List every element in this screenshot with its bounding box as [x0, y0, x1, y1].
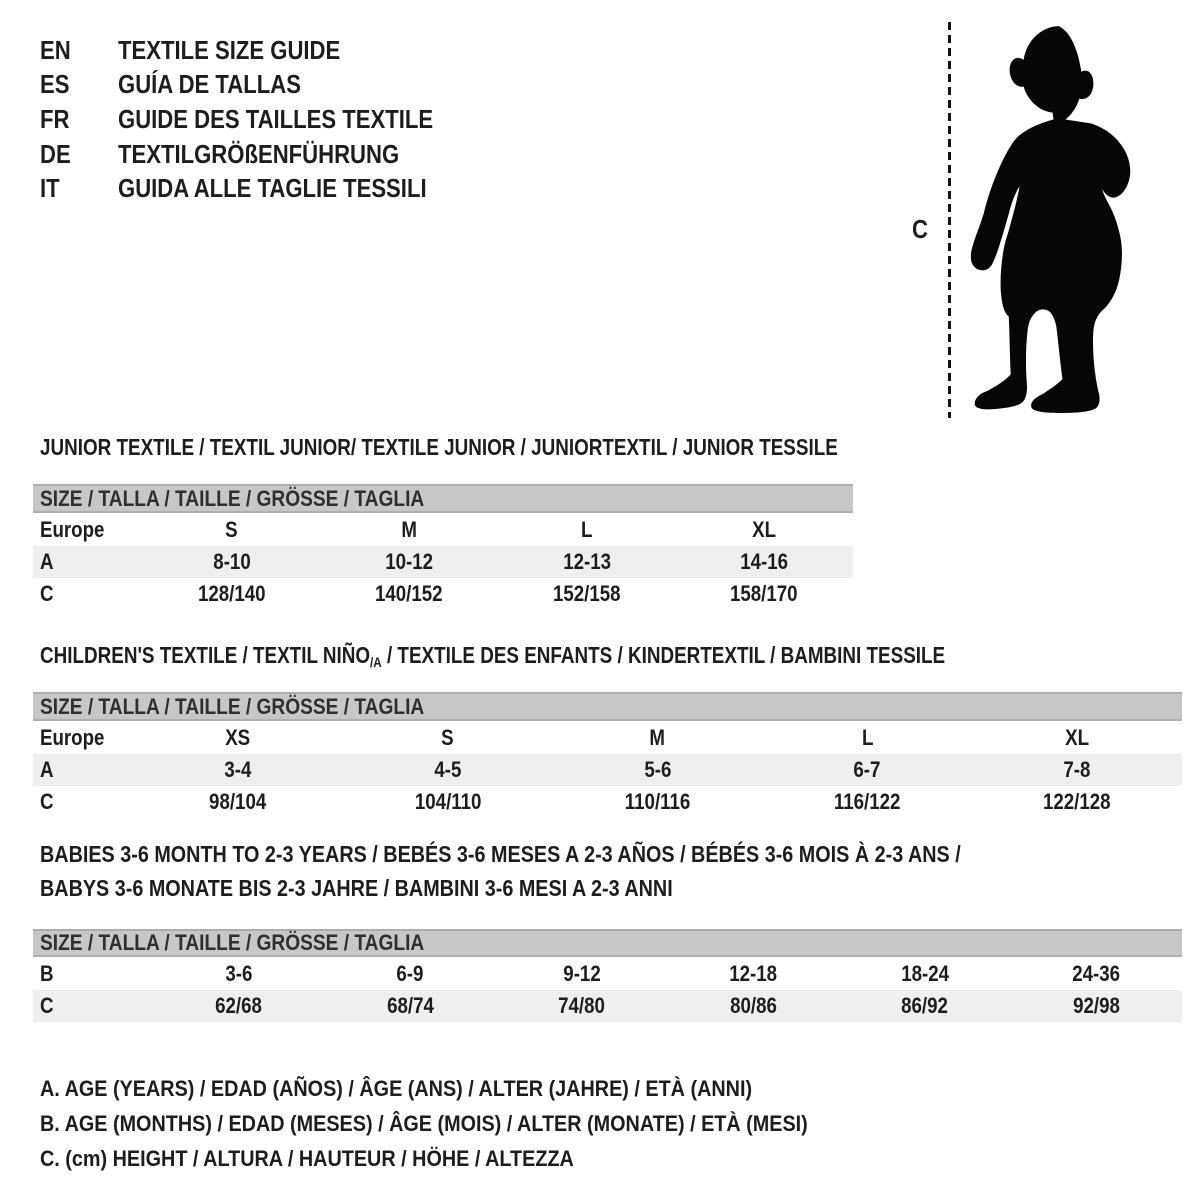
height-measure-dashed-line: [948, 22, 951, 418]
cell-size-l: L: [861, 724, 874, 750]
children-title-suffix-nino-a: /A: [370, 654, 382, 671]
cell-size-xs: XS: [225, 724, 251, 750]
cell-height: 74/80: [558, 993, 606, 1018]
junior-table-title: JUNIOR TEXTILE / TEXTIL JUNIOR/ TEXTILE JUNIOR / JUNIORTEXTIL / JUNIOR TESSILE: [40, 434, 838, 460]
cell-size-m: M: [649, 724, 666, 750]
row-label: Europe: [40, 724, 105, 750]
row-label: C: [40, 993, 54, 1018]
cell-size-m: M: [401, 516, 418, 542]
cell-height: 158/170: [730, 581, 799, 606]
junior-row-height-cm: [33, 578, 853, 610]
legend-height-cm: C. (cm) HEIGHT / ALTURA / HAUTEUR / HÖHE / ALTEZZA: [40, 1145, 574, 1171]
babies-row-age-months: [33, 957, 1182, 990]
children-title-rest: / TEXTILE DES ENFANTS / KINDERTEXTIL / BAMBINI TESSILE: [381, 642, 946, 668]
cell-height: 80/86: [729, 993, 777, 1018]
cell-age: 12-18: [729, 960, 778, 986]
cell-age: 14-16: [740, 549, 789, 574]
cell-age: 4-5: [434, 757, 462, 782]
cell-size-xl: XL: [752, 516, 777, 542]
cell-height: 62/68: [215, 993, 263, 1018]
lang-code-en: EN: [40, 34, 71, 65]
cell-age: 6-7: [853, 757, 881, 782]
cell-age: 8-10: [213, 549, 251, 574]
cell-height: 104/110: [414, 789, 481, 814]
legend-age-months: B. AGE (MONTHS) / EDAD (MESES) / ÂGE (MOIS) / ALTER (MONATE) / ETÀ (MESI): [40, 1110, 808, 1136]
cell-size-xl: XL: [1065, 724, 1090, 750]
babies-table-title-line1: BABIES 3-6 MONTH TO 2-3 YEARS / BEBÉS 3-6 MESES A 2-3 AÑOS / BÉBÉS 3-6 MOIS À 2-3 ANS /: [40, 841, 961, 867]
cell-age: 7-8: [1063, 757, 1091, 782]
junior-size-header-bar: [33, 484, 853, 513]
size-header-label: SIZE / TALLA / TAILLE / GRÖSSE / TAGLIA: [40, 693, 425, 719]
cell-size-l: L: [581, 516, 593, 542]
lang-title-it: GUIDA ALLE TAGLIE TESSILI: [118, 173, 427, 204]
cell-age: 24-36: [1072, 960, 1121, 986]
cell-size-s: S: [225, 516, 238, 542]
cell-height: 86/92: [901, 993, 949, 1018]
lang-code-it: IT: [40, 173, 60, 204]
lang-code-es: ES: [40, 69, 70, 100]
children-row-height-cm: [33, 786, 1182, 818]
babies-row-height-cm: [33, 990, 1182, 1022]
junior-row-age-years: [33, 546, 853, 578]
cell-height: 140/152: [375, 581, 444, 606]
cell-height: 98/104: [209, 789, 267, 814]
size-header-label: SIZE / TALLA / TAILLE / GRÖSSE / TAGLIA: [40, 930, 425, 955]
row-label: B: [40, 960, 54, 986]
cell-height: 116/122: [833, 789, 901, 814]
cell-height: 92/98: [1072, 993, 1120, 1018]
cell-size-s: S: [441, 724, 454, 750]
lang-title-de: TEXTILGRÖßENFÜHRUNG: [118, 138, 400, 169]
cell-age: 10-12: [385, 549, 434, 574]
children-size-table: [33, 692, 1182, 818]
size-header-label: SIZE / TALLA / TAILLE / GRÖSSE / TAGLIA: [40, 485, 425, 511]
babies-size-header-bar: [33, 929, 1182, 957]
language-title-list: [40, 33, 489, 206]
junior-size-table: [33, 484, 853, 610]
lang-code-de: DE: [40, 138, 71, 169]
toddler-silhouette-icon: [964, 24, 1142, 414]
row-label: A: [40, 757, 54, 782]
cell-height: 110/116: [624, 789, 691, 814]
lang-title-fr: GUIDE DES TAILLES TEXTILE: [118, 103, 434, 134]
cell-age: 12-13: [562, 549, 611, 574]
cell-age: 6-9: [396, 960, 424, 986]
cell-age: 18-24: [900, 960, 949, 986]
legend-age-years: A. AGE (YEARS) / EDAD (AÑOS) / ÂGE (ANS) / ALTER (JAHRE) / ETÀ (ANNI): [40, 1075, 753, 1101]
children-table-title: [40, 644, 1144, 675]
row-label: C: [40, 581, 54, 606]
children-size-header-bar: [33, 692, 1182, 721]
lang-code-fr: FR: [40, 103, 70, 134]
measurement-legend: [40, 1071, 893, 1176]
cell-height: 128/140: [197, 581, 266, 606]
lang-title-en: TEXTILE SIZE GUIDE: [118, 34, 341, 65]
height-measure-label: C: [912, 214, 928, 244]
children-row-age-years: [33, 754, 1182, 786]
babies-size-table: [33, 929, 1182, 1022]
cell-age: 5-6: [643, 757, 672, 782]
cell-age: 3-6: [225, 960, 253, 986]
cell-height: 152/158: [552, 581, 621, 606]
children-title-prefix: CHILDREN'S TEXTILE / TEXTIL NIÑO: [40, 642, 371, 668]
cell-age: 3-4: [224, 757, 252, 782]
cell-height: 68/74: [386, 993, 434, 1018]
junior-row-europe: [33, 513, 853, 546]
babies-table-title-line2: BABYS 3-6 MONATE BIS 2-3 JAHRE / BAMBINI 3-6 MESI A 2-3 ANNI: [40, 875, 673, 901]
row-label: C: [40, 789, 54, 814]
children-row-europe: [33, 721, 1182, 754]
row-label: Europe: [40, 516, 105, 542]
cell-height: 122/128: [1043, 789, 1111, 814]
row-label: A: [40, 549, 54, 574]
lang-title-es: GUÍA DE TALLAS: [118, 69, 301, 100]
cell-age: 9-12: [563, 960, 601, 986]
